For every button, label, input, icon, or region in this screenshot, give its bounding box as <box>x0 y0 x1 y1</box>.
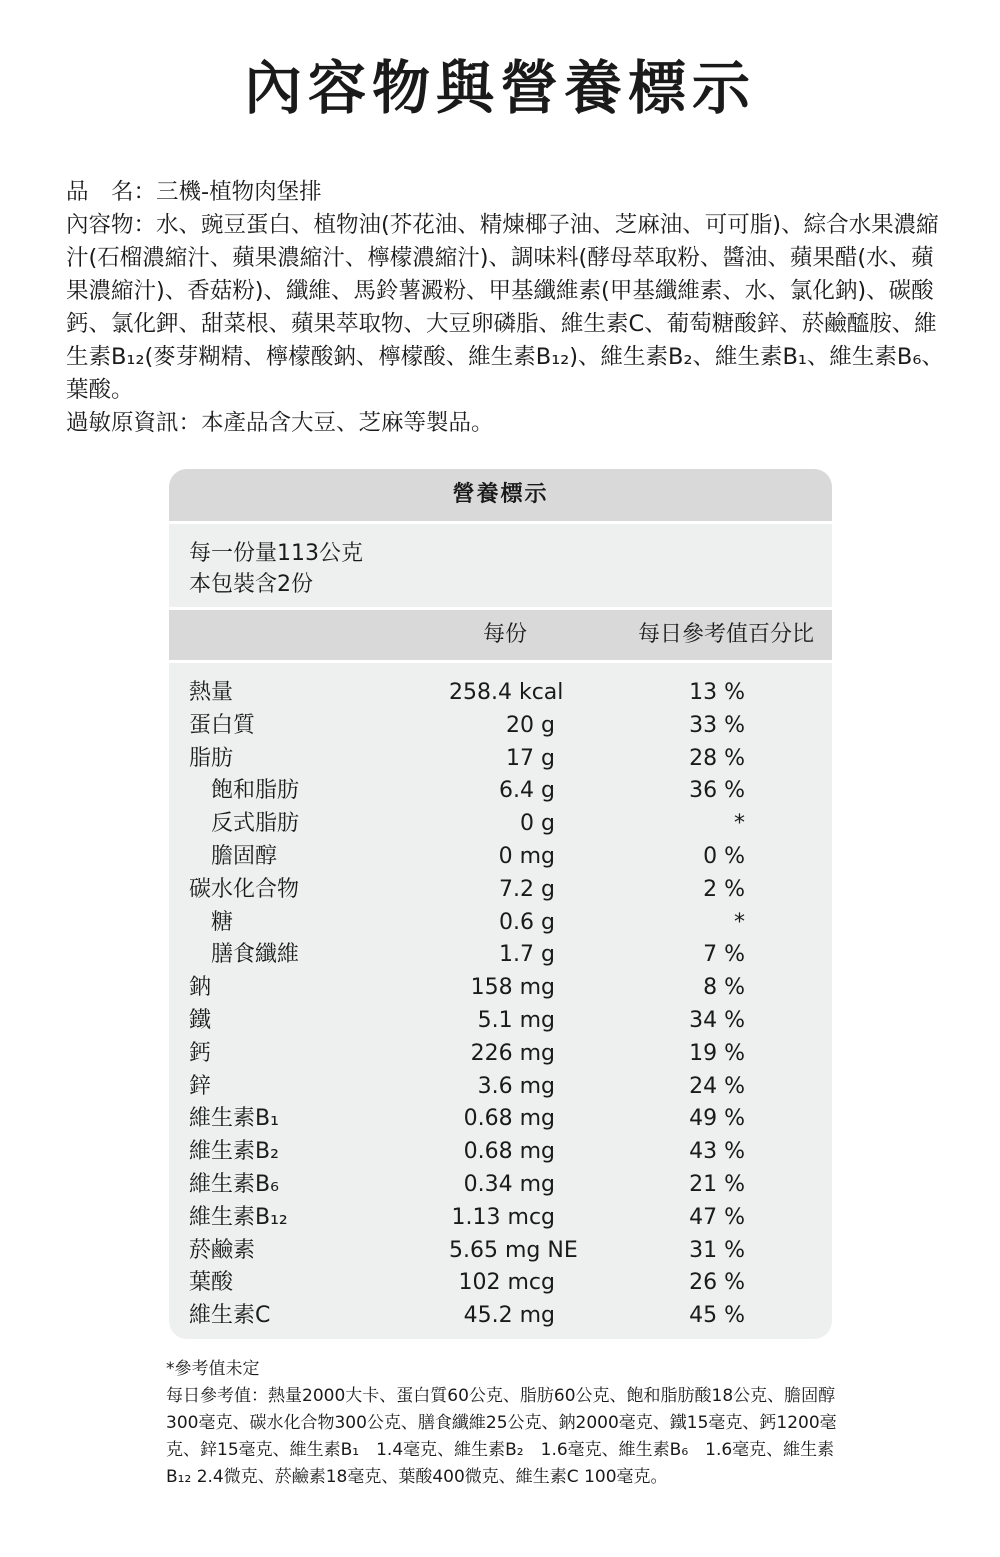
nutrient-value: 0.6 g <box>499 909 555 935</box>
column-daily-percent: 每日參考值百分比 <box>637 622 814 647</box>
nutrient-percent: 33 % <box>689 712 745 738</box>
nutrient-value: 5.65 mg NE <box>449 1237 578 1263</box>
nutrient-name: 膽固醇 <box>211 843 278 869</box>
nutrient-percent: 26 % <box>689 1270 745 1296</box>
nutrient-row <box>169 1005 832 1038</box>
column-per-serving: 每份 <box>483 622 528 647</box>
column-header <box>169 607 832 663</box>
product-info <box>66 176 946 440</box>
nutrient-value: 6.4 g <box>499 778 555 804</box>
nutrient-name: 鈉 <box>189 975 212 1001</box>
footnote-undetermined: *參考值未定 <box>166 1359 260 1379</box>
nutrient-percent: 31 % <box>689 1237 745 1263</box>
nutrient-row <box>169 1103 832 1136</box>
serving-info <box>169 521 832 607</box>
footnote <box>166 1356 846 1491</box>
nutrient-row <box>169 841 832 874</box>
nutrient-row <box>169 1267 832 1300</box>
nutrient-name: 葉酸 <box>189 1270 234 1296</box>
nutrient-percent: * <box>734 909 745 935</box>
nutrient-value: 0 mg <box>498 843 555 869</box>
allergen-line <box>66 407 946 440</box>
nutrient-value: 0.68 mg <box>463 1139 555 1165</box>
nutrient-name: 反式脂肪 <box>211 811 300 837</box>
nutrient-row <box>169 1300 832 1333</box>
nutrient-row <box>169 1169 832 1202</box>
nutrition-table-header: 營養標示 <box>169 469 832 521</box>
allergen-value: 本產品含大豆、芝麻等製品。 <box>201 410 494 436</box>
nutrient-name: 飽和脂肪 <box>211 778 300 804</box>
nutrient-percent: 34 % <box>689 1007 745 1033</box>
footnote-daily-reference: 每日參考值：熱量2000大卡、蛋白質60公克、脂肪60公克、飽和脂肪酸18公克、膽固醇300毫克、碳水化合物300公克、膳食纖維25公克、鈉2000毫克、鐵15毫克、鈣1200毫克、鋅15毫克、維生素B₁ 1.4毫克、維生素B₂ 1.6毫克、維生素B₆ 1.6毫克、維生素B₁₂ 2.4微克、菸鹼素18毫克、葉酸400微克、維生素C 100毫克。 <box>166 1386 837 1487</box>
nutrient-row <box>169 939 832 972</box>
nutrient-name: 碳水化合物 <box>189 876 300 902</box>
nutrient-percent: 7 % <box>703 942 745 968</box>
allergen-label: 過敏原資訊： <box>66 410 202 436</box>
nutrient-name: 維生素B₁ <box>189 1106 279 1132</box>
nutrient-name: 維生素B₁₂ <box>189 1204 288 1230</box>
nutrient-row <box>169 907 832 940</box>
nutrient-name: 鋅 <box>189 1073 212 1099</box>
nutrient-row <box>169 1235 832 1268</box>
nutrient-value: 1.13 mcg <box>451 1204 555 1230</box>
nutrient-name: 膳食纖維 <box>211 942 300 968</box>
nutrient-value: 5.1 mg <box>477 1007 555 1033</box>
product-name-value: 三機-植物肉堡排 <box>156 179 322 205</box>
nutrient-percent: 19 % <box>689 1040 745 1066</box>
nutrient-value: 45.2 mg <box>463 1303 555 1329</box>
nutrient-percent: 24 % <box>689 1073 745 1099</box>
nutrient-row <box>169 775 832 808</box>
nutrient-percent: 47 % <box>689 1204 745 1230</box>
nutrient-row <box>169 1202 832 1235</box>
nutrient-value: 7.2 g <box>499 876 555 902</box>
nutrition-table <box>169 469 832 1339</box>
nutrient-value: 3.6 mg <box>477 1073 555 1099</box>
nutrient-name: 鐵 <box>189 1007 212 1033</box>
nutrient-row <box>169 808 832 841</box>
nutrient-name: 維生素B₆ <box>189 1171 279 1197</box>
nutrient-value: 17 g <box>506 745 555 771</box>
nutrient-percent: 2 % <box>703 876 745 902</box>
nutrient-row <box>169 1038 832 1071</box>
nutrient-value: 0.68 mg <box>463 1106 555 1132</box>
nutrient-name: 維生素B₂ <box>189 1139 279 1165</box>
ingredients-label: 內容物： <box>66 212 157 238</box>
nutrient-rows <box>169 663 832 1333</box>
nutrient-percent: 13 % <box>689 680 745 705</box>
nutrient-row <box>169 1136 832 1169</box>
nutrient-name: 菸鹼素 <box>189 1237 256 1263</box>
nutrient-value: 20 g <box>506 712 555 738</box>
nutrient-percent: 49 % <box>689 1106 745 1132</box>
nutrient-row <box>169 874 832 907</box>
serving-size: 每一份量113公克 <box>189 541 363 566</box>
nutrient-row <box>169 743 832 776</box>
nutrient-percent: 28 % <box>689 745 745 771</box>
nutrient-percent: 0 % <box>703 843 745 869</box>
nutrient-value: 0.34 mg <box>463 1171 555 1197</box>
nutrient-name: 蛋白質 <box>189 712 256 738</box>
nutrient-value: 102 mcg <box>458 1270 555 1296</box>
ingredients-line <box>66 209 946 407</box>
nutrient-percent: 36 % <box>689 778 745 804</box>
nutrient-row <box>169 710 832 743</box>
nutrient-percent: 8 % <box>703 975 745 1001</box>
page-title: 內容物與營養標示 <box>243 54 756 122</box>
nutrient-value: 258.4 kcal <box>449 680 564 705</box>
nutrient-value: 226 mg <box>470 1040 555 1066</box>
nutrient-row <box>169 677 832 710</box>
nutrient-name: 維生素C <box>189 1303 271 1329</box>
nutrient-percent: 45 % <box>689 1303 745 1329</box>
nutrient-value: 1.7 g <box>499 942 555 968</box>
nutrient-name: 鈣 <box>189 1040 212 1066</box>
product-name-line <box>66 176 946 209</box>
nutrient-value: 158 mg <box>470 975 555 1001</box>
nutrient-row <box>169 972 832 1005</box>
nutrient-percent: * <box>734 811 745 837</box>
servings-per-package: 本包裝含2份 <box>189 572 313 597</box>
nutrient-row <box>169 1071 832 1104</box>
nutrient-percent: 43 % <box>689 1139 745 1165</box>
nutrient-percent: 21 % <box>689 1171 745 1197</box>
product-name-label: 品 名： <box>66 179 157 205</box>
nutrient-value: 0 g <box>520 811 555 837</box>
nutrient-name: 脂肪 <box>189 745 234 771</box>
ingredients-value: 水、豌豆蛋白、植物油(芥花油、精煉椰子油、芝麻油、可可脂)、綜合水果濃縮汁(石榴濃縮汁、蘋果濃縮汁、檸檬濃縮汁)、調味料(酵母萃取粉、醬油、蘋果醋(水、蘋果濃縮汁)、香菇粉)、纖維、馬鈴薯澱粉、甲基纖維素(甲基纖維素、水、氯化鈉)、碳酸鈣、氯化鉀、甜菜根、蘋果萃取物、大豆卵磷脂、維生素C、葡萄糖酸鋅、菸鹼醯胺、維生素B₁₂(麥芽糊精、檸檬酸鈉、檸檬酸、維生素B₁₂)、維生素B₂、維生素B₁、維生素B₆、葉酸。 <box>66 212 944 403</box>
nutrient-name: 熱量 <box>189 680 234 705</box>
nutrient-name: 糖 <box>211 909 234 935</box>
